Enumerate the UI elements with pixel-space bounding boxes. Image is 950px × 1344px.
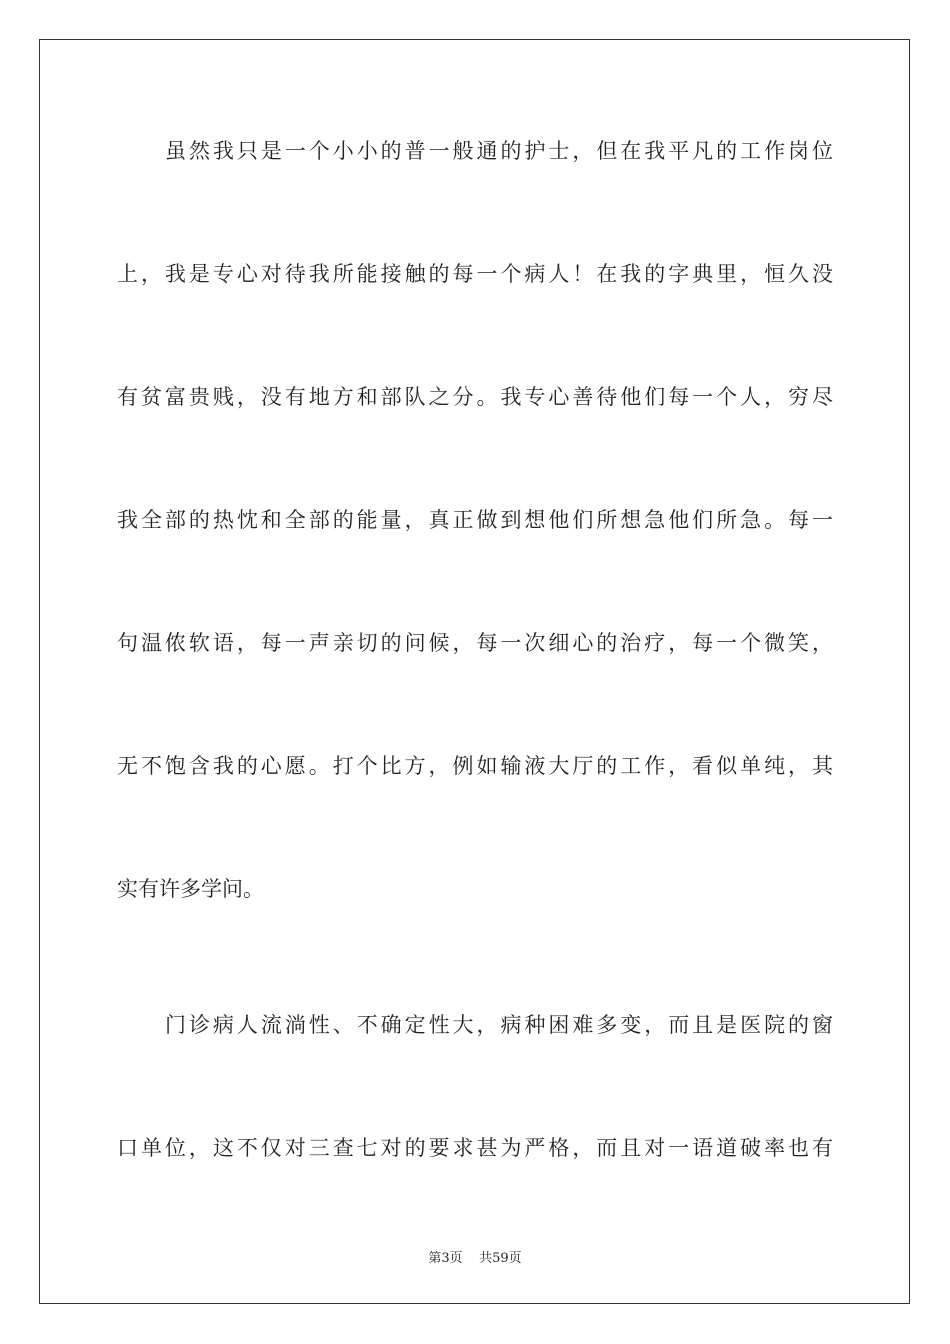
paragraph-1-line-5: 句温侬软语，每一声亲切的问候，每一次细心的治疗，每一个微笑， [117,631,833,655]
paragraph-1-line-4: 我全部的热忱和全部的能量，真正做到想他们所想急他们所急。每一 [117,508,833,532]
paragraph-2-line-1: 门诊病人流淌性、不确定性大，病种困难多变，而且是医院的窗 [165,1013,833,1037]
paragraph-2-line-2: 口单位，这不仅对三查七对的要求甚为严格，而且对一语道破率也有 [117,1136,833,1160]
page-border [39,39,910,1304]
paragraph-1-line-7: 实有许多学问。 [117,877,264,901]
paragraph-1-line-2: 上，我是专心对待我所能接触的每一个病人！在我的字典里，恒久没 [117,262,833,286]
paragraph-1-line-6: 无不饱含我的心愿。打个比方，例如输液大厅的工作，看似单纯，其 [117,754,833,778]
page-number: 第3页 [428,1251,463,1266]
page-footer [0,1247,950,1266]
paragraph-1-line-3: 有贫富贵贱，没有地方和部队之分。我专心善待他们每一个人，穷尽 [117,385,833,409]
paragraph-1-line-1: 虽然我只是一个小小的普一般通的护士，但在我平凡的工作岗位 [165,139,833,163]
total-pages: 共59页 [479,1251,522,1266]
